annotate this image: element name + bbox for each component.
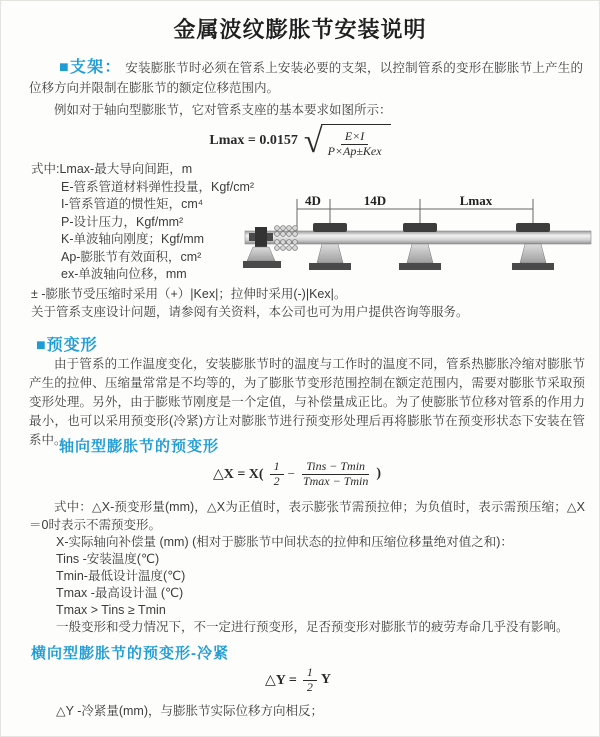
temp-fraction-numerator: Tins − Tmin [302, 460, 369, 475]
axial-formula-temp-fraction [299, 460, 372, 489]
lateral-formula-lhs: △Y = [265, 672, 297, 688]
dimension-label-lmax: Lmax [459, 193, 493, 208]
axial-formula-rhs: ) [376, 466, 382, 481]
definition-line: 关于管系支座设计问题，请参阅有关资料，本公司也可为用户提供咨询等服务。 [31, 305, 469, 319]
lateral-note-text: △Y -冷紧量(mm)，与膨胀节实际位移方向相反； [56, 704, 324, 718]
pipe-guide-support [399, 223, 441, 270]
axial-subsection-heading: 轴向型膨胀节的预变形 [59, 438, 220, 455]
definition-line: P-设计压力，Kgf/mm² [61, 214, 184, 229]
lmax-formula-lhs: Lmax = 0.0157 [209, 133, 298, 148]
lmax-fraction [324, 130, 386, 159]
lateral-fraction-numerator: 1 [303, 666, 317, 681]
pipe-support-diagram [243, 191, 595, 291]
variable-line: X-实际轴向补偿量 (mm) (相对于膨胀节中间状态的拉伸和压缩位移量绝对值之和)： [56, 535, 513, 549]
definition-line: I-管系管道的惯性矩，cm⁴ [61, 197, 204, 211]
variable-line: Tmin-最低设计温度(℃) [56, 569, 186, 583]
support-section-heading: ■支架： [59, 59, 122, 76]
pipe-guide-support [309, 223, 351, 270]
axial-formula-half-fraction [270, 460, 284, 489]
definition-line: Ap-膨胀节有效面积，cm² [61, 249, 202, 264]
variable-line: 一般变形和受力情况下，不一定进行预变形，足否预变形对膨胀节的疲劳寿命几乎没有影响。 [56, 620, 569, 634]
axial-formula [1, 458, 599, 490]
lateral-formula-fraction [303, 666, 317, 695]
support-example-text: 例如对于轴向型膨胀节，它对管系支座的基本要求如图所示： [54, 103, 392, 117]
variable-line: Tins -安装温度(℃) [56, 552, 160, 566]
support-intro-text: 安装膨胀节时必须在管系上安装必要的支架，以控制管系的变形在膨胀节上产生的位移方向并限制在膨胀节的额定位移范围内。 [29, 61, 583, 95]
dimension-label-4d: 4D [305, 193, 321, 208]
half-numerator: 1 [270, 460, 284, 475]
definition-line: E-管系管道材料弹性投量，Kgf/cm² [61, 179, 255, 194]
sqrt-sign-glyph: √ [303, 122, 323, 160]
lateral-formula [1, 665, 599, 695]
definition-line: ex-单波轴向位移，mm [61, 267, 187, 281]
temp-fraction-denominator: Tmax − Tmin [302, 473, 369, 488]
minus-operator: − [287, 466, 295, 481]
support-paragraph [29, 58, 583, 98]
axial-formula-explanation: 式中：△X-预变形量(mm)，△X为正值时，表示膨张节需预拉伸；为负值时，表示需预压缩；△X＝0时表示不需预变形。 [29, 500, 585, 532]
lmax-fraction-denominator: P×Ap±Kex [327, 143, 382, 158]
axial-variable-list [56, 534, 569, 636]
lateral-subsection-heading: 横向型膨胀节的预变形-冷紧 [31, 645, 229, 662]
lateral-formula-rhs: Y [320, 672, 331, 687]
page-title: 金属波纹膨胀节安装说明 [173, 17, 427, 42]
definition-line: 式中:Lmax-最大导向间距，m [31, 162, 193, 176]
half-denominator: 2 [273, 473, 280, 488]
lmax-formula [1, 123, 599, 159]
definition-line: ± -膨胀节受压缩时采用（+）|Kex|；拉伸时采用(-)|Kex|。 [31, 286, 347, 301]
dimension-label-14d: 14D [363, 193, 387, 208]
lateral-fraction-denominator: 2 [306, 679, 313, 694]
definition-line: K-单波轴向刚度；Kgf/mm [61, 232, 205, 246]
predeform-body-text: 由于管系的工作温度变化，安装膨胀节时的温度与工作时的温度不同，管系热膨胀冷缩对膨胀节产生的拉伸、压缩量常常是不均等的，为了膨胀节变形范围控制在额定范围内，需要对膨胀节采取预变形处理。另外，由于膨账节刚度是一个定值，与补偿量成正比。为了使膨胀节位移对管系的作用力最小，也可以采用预变形(冷紧)方让对膨胀节进行预变形处理后再将膨胀节在预变形状态下安装在管系中。 [29, 357, 585, 447]
variable-line: Tmax -最高设计温 (℃) [56, 586, 184, 600]
pipe-guide-support [512, 223, 554, 270]
sqrt-radical [304, 124, 391, 159]
axial-formula-lhs: △X = X( [212, 466, 264, 482]
variable-line: Tmax > Tins ≥ Tmin [56, 603, 166, 617]
lmax-fraction-numerator: E×I [341, 130, 368, 145]
predeform-section-heading: ■预变形 [36, 337, 98, 354]
